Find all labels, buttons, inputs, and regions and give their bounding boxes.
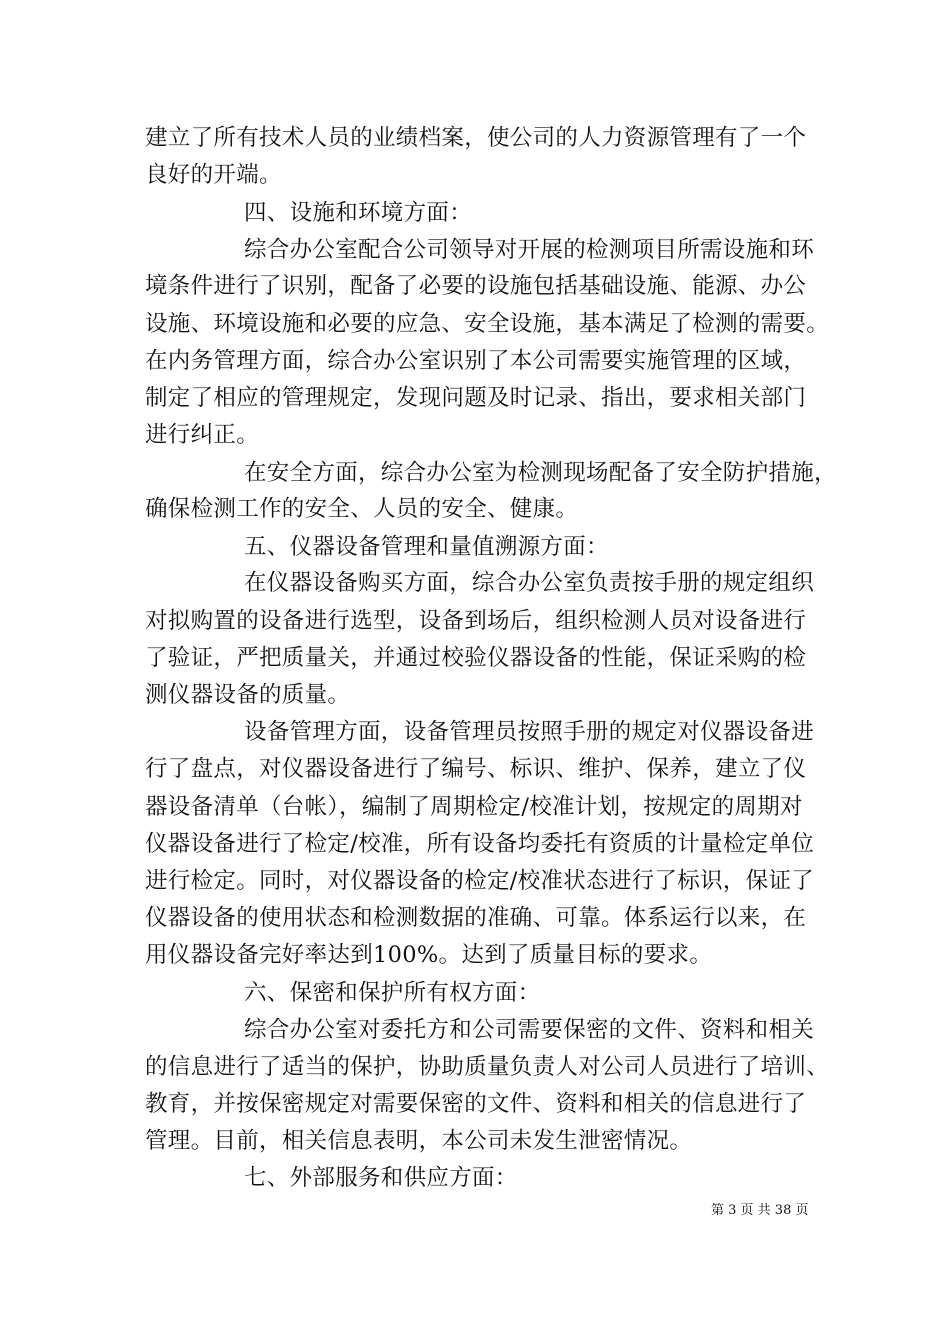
text-line: 制定了相应的管理规定，发现问题及时记录、指出，要求相关部门: [145, 385, 807, 411]
text-line: 的信息进行了适当的保护，协助质量负责人对公司人员进行了培训、: [145, 1054, 830, 1080]
text-line: 对拟购置的设备进行选型，设备到场后，组织检测人员对设备进行: [145, 608, 807, 634]
text-line: 设备管理方面，设备管理员按照手册的规定对仪器设备进: [244, 719, 815, 745]
text-line: 确保检测工作的安全、人员的安全、健康。: [145, 496, 579, 522]
text-line: 器设备清单（台帐），编制了周期检定/校准计划，按规定的周期对: [145, 794, 803, 820]
section-heading: 六、保密和保护所有权方面：: [244, 980, 541, 1006]
text-line: 在安全方面，综合办公室为检测现场配备了安全防护措施，: [244, 460, 837, 486]
text-line: 测仪器设备的质量。: [145, 682, 351, 708]
text-line: 良好的开端。: [145, 162, 282, 188]
section-heading: 五、仪器设备管理和量值溯源方面：: [244, 534, 609, 560]
text-line: 仪器设备进行了检定/校准，所有设备均委托有资质的计量检定单位: [145, 831, 815, 857]
text-line: 在内务管理方面，综合办公室识别了本公司需要实施管理的区域，: [145, 348, 807, 374]
text-line: 综合办公室对委托方和公司需要保密的文件、资料和相关: [244, 1017, 815, 1043]
text-line: 建立了所有技术人员的业绩档案，使公司的人力资源管理有了一个: [145, 125, 807, 151]
text-line: 进行纠正。: [145, 422, 260, 448]
text-line: 在仪器设备购买方面，综合办公室负责按手册的规定组织: [244, 570, 815, 596]
text-line: 行了盘点，对仪器设备进行了编号、标识、维护、保养，建立了仪: [145, 756, 807, 782]
text-line: 用仪器设备完好率达到100%。达到了质量目标的要求。: [145, 942, 713, 968]
text-line: 综合办公室配合公司领导对开展的检测项目所需设施和环: [244, 237, 815, 263]
text-line: 境条件进行了识别，配备了必要的设施包括基础设施、能源、办公: [145, 273, 807, 299]
text-line: 进行检定。同时，对仪器设备的检定/校准状态进行了标识，保证了: [145, 868, 815, 894]
text-line: 教育，并按保密规定对需要保密的文件、资料和相关的信息进行了: [145, 1091, 807, 1117]
page-number: 第 3 页 共 38 页: [711, 1203, 809, 1218]
section-heading: 七、外部服务和供应方面：: [244, 1165, 518, 1191]
text-line: 设施、环境设施和必要的应急、安全设施，基本满足了检测的需要。: [145, 311, 830, 337]
text-line: 了验证，严把质量关，并通过校验仪器设备的性能，保证采购的检: [145, 645, 807, 671]
text-line: 仪器设备的使用状态和检测数据的准确、可靠。体系运行以来，在: [145, 905, 807, 931]
section-heading: 四、设施和环境方面：: [244, 200, 473, 226]
text-line: 管理。目前，相关信息表明，本公司未发生泄密情况。: [145, 1128, 693, 1154]
